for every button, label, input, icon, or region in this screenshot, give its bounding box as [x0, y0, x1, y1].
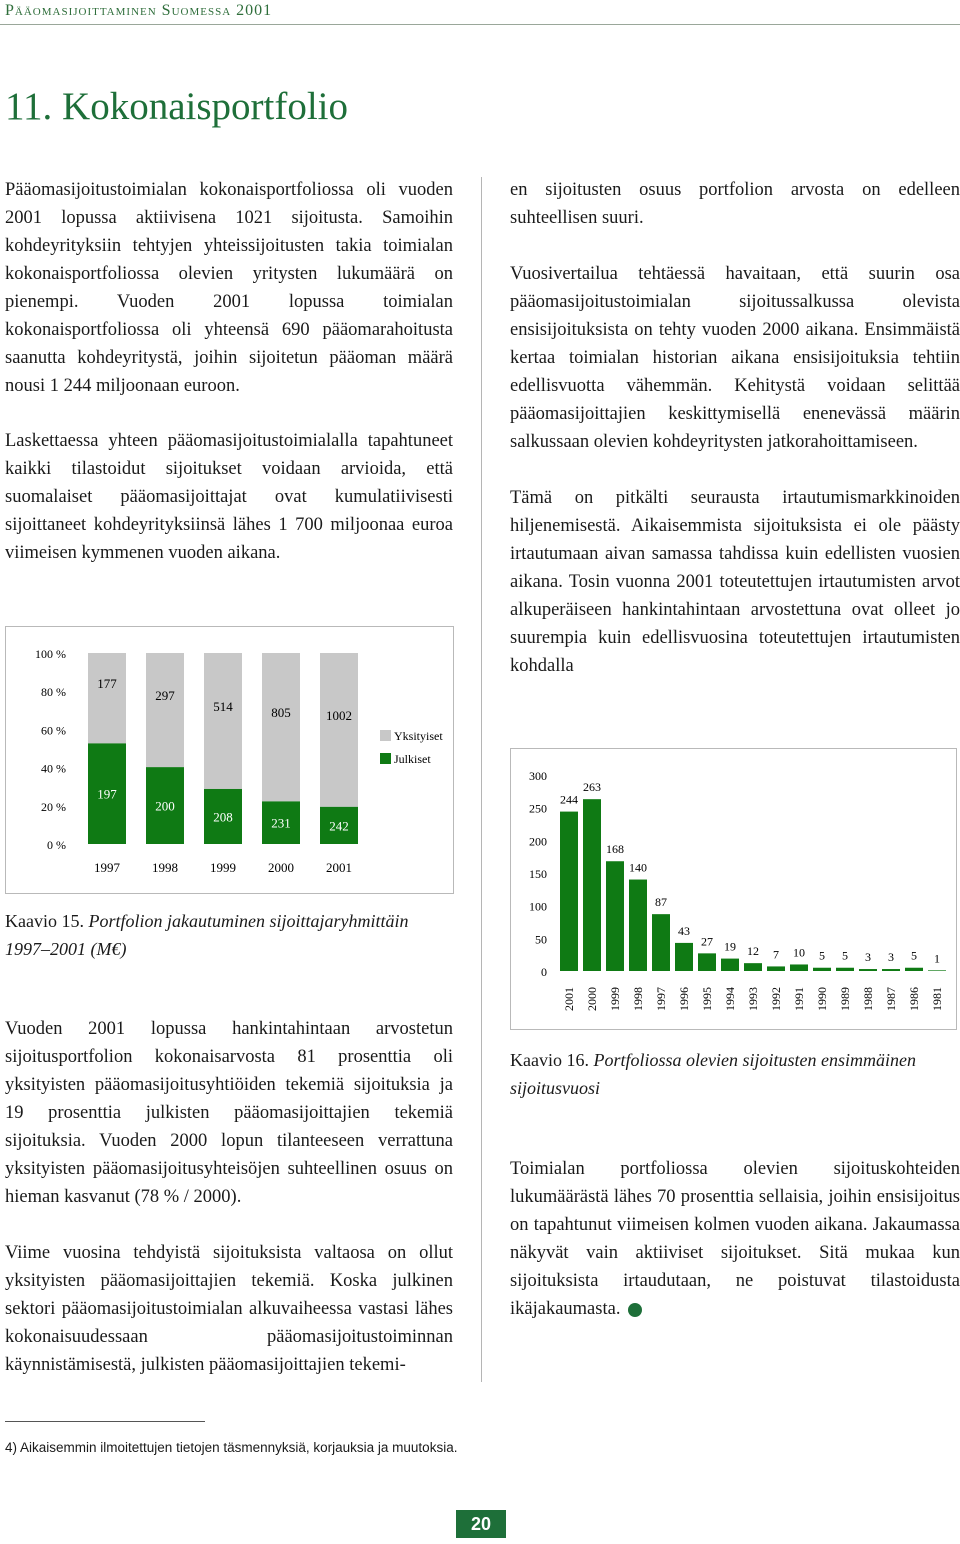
caption-15-text: Portfolion jakautuminen sijoittajaryhmittäin 1997–2001 (M€) [5, 911, 409, 959]
data-label: 1 [934, 951, 940, 966]
y-tick-label: 100 % [35, 647, 66, 661]
x-tick-label: 1987 [884, 987, 898, 1011]
bar-2001-yksityiset [320, 653, 358, 807]
x-tick-label: 1994 [723, 987, 737, 1011]
legend-label-yksityiset: Yksityiset [394, 729, 443, 743]
y-tick-label: 50 [535, 932, 547, 947]
data-label: 19 [724, 939, 736, 954]
chapter-title: 11. Kokonaisportfolio [5, 85, 349, 128]
chart-portfolio-by-investor-group [5, 626, 454, 894]
data-label: 5 [819, 948, 825, 963]
footnote-rule [5, 1421, 205, 1422]
bar-1987 [882, 969, 900, 971]
data-label: 7 [773, 947, 779, 962]
x-tick-label: 2000 [268, 860, 294, 875]
data-label: 12 [747, 944, 759, 959]
bar-1986 [905, 968, 923, 971]
legend-swatch-julkiset [380, 753, 391, 764]
left-paragraph-4: Viime vuosina tehdyistä sijoituksista valtaosa on ollut yksityisten pääomasijoittajien tekemiä. Koska julkinen sektori pääomasijoitustoimialan alkuvaiheessa vastasi lähes kokonaisuudessaan pääomasijoitustoiminnan käynnistämisestä, julkisten pääomasijoittajien tekemi- [5, 1243, 453, 1375]
bar-1996 [675, 943, 693, 971]
x-tick-label: 1981 [930, 987, 944, 1011]
data-label-julkiset: 200 [155, 798, 175, 814]
bar-1998-yksityiset [146, 653, 184, 767]
y-tick-label: 250 [529, 801, 547, 816]
x-tick-label: 1992 [769, 987, 783, 1011]
right-paragraph-3: Tämä on pitkälti seurausta irtautumismarkkinoiden hiljenemisestä. Aikaisemmista sijoituksista ei ole päästy irtautumaan aivan samassa tahdissa kuin edellisten vuosien aikana. Tosin vuonna 2001 toteutettujen irtautumisten arvot alkuperäiseen hankintahintaan arvostettuna ovat olleet jo suurempia kuin edellisvuosina toteutettujen irtautumisten kohdalla [510, 488, 960, 676]
column-divider [481, 177, 482, 1382]
data-label-julkiset: 197 [97, 786, 117, 802]
data-label-yksityiset: 1002 [326, 707, 352, 723]
x-tick-label: 1999 [608, 987, 622, 1011]
data-label: 5 [842, 948, 848, 963]
caption-15-number: Kaavio 15. [5, 911, 84, 931]
bar-2000 [583, 799, 601, 971]
x-tick-label: 1988 [861, 987, 875, 1011]
data-label: 263 [583, 780, 601, 795]
chart-1-svg [6, 627, 453, 893]
x-tick-label: 2000 [585, 987, 599, 1011]
data-label: 3 [865, 950, 871, 965]
bar-1997-yksityiset [88, 653, 126, 743]
y-tick-label: 40 % [41, 761, 66, 776]
y-tick-label: 150 [529, 867, 547, 881]
x-tick-label: 1998 [152, 860, 178, 875]
left-paragraph-3: Vuoden 2001 lopussa hankintahintaan arvostetun sijoitusportfolion kokonaisarvosta 81 prosenttia oli yksityisten pääomasijoitusyhtiöiden tekemiä sijoituksia ja 19 prosenttia julkisten pääomasijoittajien tekemiä sijoituksia. Vuoden 2000 lopun tilanteeseen verrattuna yksityisten pääomasijoitusyhteisöjen suhteellinen osuus on hieman kasvanut (78 % / 2000). [5, 1019, 453, 1207]
data-label: 168 [606, 842, 624, 857]
data-label-yksityiset: 805 [271, 705, 291, 721]
y-tick-label: 20 % [41, 799, 66, 814]
y-tick-label: 0 [541, 965, 547, 979]
bar-1989 [836, 968, 854, 971]
y-tick-label: 100 [529, 899, 547, 914]
x-tick-label: 1996 [677, 987, 691, 1011]
bar-1999-yksityiset [204, 653, 242, 789]
bar-1988 [859, 969, 877, 971]
chart-first-investment-year [510, 748, 957, 1030]
bar-1997 [652, 914, 670, 971]
data-label: 10 [793, 945, 805, 960]
bar-2000-yksityiset [262, 653, 300, 801]
data-label-julkiset: 242 [329, 818, 349, 834]
x-tick-label: 1993 [746, 987, 760, 1011]
legend-label-julkiset: Julkiset [394, 752, 431, 766]
chart-2-svg [511, 749, 956, 1029]
data-label-yksityiset: 514 [213, 698, 233, 714]
page-number: 20 [456, 1510, 506, 1538]
bar-1990 [813, 968, 831, 971]
data-label-yksityiset: 177 [97, 676, 117, 692]
data-label: 244 [560, 792, 578, 807]
data-label: 87 [655, 895, 667, 910]
header-rule [0, 24, 960, 25]
x-tick-label: 1997 [654, 987, 668, 1011]
caption-16-text: Portfoliossa olevien sijoitusten ensimmäinen sijoitusvuosi [510, 1050, 916, 1098]
data-label: 5 [911, 948, 917, 963]
right-paragraph-4-text: Toimialan portfoliossa olevien sijoituskohteiden lukumäärästä lähes 70 prosenttia sellaisia, joihin ensisijoitus on tapahtunut viimeisen kolmen vuoden aikana. Jakaumassa näkyvät vain aktiiviset sijoitukset. Sitä mukaa kun sijoituksista irtaudutaan, ne poistuvat tilastoidusta ikäjakaumasta. [510, 1159, 960, 1319]
bar-1999 [606, 861, 624, 971]
x-tick-label: 1989 [838, 987, 852, 1011]
y-tick-label: 200 [529, 834, 547, 849]
caption-chart-16 [510, 1046, 960, 1102]
left-paragraph-2: Laskettaessa yhteen pääomasijoitustoimialalla tapahtuneet kaikki tilastoidut sijoitukset voidaan arvioida, että suomalaiset pääomasijoittajat ovat kumulatiivisesti sijoittaneet kohdeyrityksiinsä lähes 1 700 miljoonaa euroa viimeisen kymmenen vuoden aikana. [5, 431, 453, 563]
data-label: 3 [888, 950, 894, 965]
running-title: Pääomasijoittaminen Suomessa 2001 [5, 2, 273, 19]
x-tick-label: 1990 [815, 987, 829, 1011]
x-tick-label: 2001 [326, 860, 352, 875]
data-label-julkiset: 231 [271, 815, 291, 831]
bar-1981 [928, 970, 946, 971]
x-tick-label: 1995 [700, 987, 714, 1011]
x-tick-label: 1991 [792, 987, 806, 1011]
x-tick-label: 2001 [562, 987, 576, 1011]
right-paragraph-2: Vuosivertailua tehtäessä havaitaan, että suurin osa pääomasijoitustoimialan sijoitussalkussa olevista ensisijoituksista on tehty vuoden 2000 aikana. Ensimmäistä kertaa toimialan historian aikana ensisijoituksia tehtiin edellisvuotta vähemmän. Kehitystä voidaan selittää pääomasijoittajien keskittymisellä enenevässä määrin salkussaan olevien kohdeyritysten jatkorahoittamiseen. [510, 264, 960, 452]
bar-1995 [698, 953, 716, 971]
y-tick-label: 80 % [41, 685, 66, 700]
data-label-julkiset: 208 [213, 809, 233, 825]
bar-1994 [721, 959, 739, 971]
bar-1993 [744, 963, 762, 971]
y-tick-label: 300 [529, 769, 547, 783]
data-label-yksityiset: 297 [155, 688, 175, 704]
data-label: 140 [629, 860, 647, 875]
legend-swatch-yksityiset [380, 730, 391, 741]
caption-chart-15 [5, 907, 453, 963]
y-tick-label: 60 % [41, 723, 66, 738]
x-tick-label: 1997 [94, 860, 120, 875]
right-paragraph-4 [510, 1155, 960, 1323]
bar-1992 [767, 966, 785, 971]
footnote: 4) Aikaisemmin ilmoitettujen tietojen täsmennyksiä, korjauksia ja muutoksia. [5, 1440, 458, 1455]
y-tick-label: 0 % [47, 838, 66, 852]
x-tick-label: 1986 [907, 987, 921, 1011]
x-tick-label: 1999 [210, 860, 236, 875]
bar-1998 [629, 880, 647, 971]
caption-16-number: Kaavio 16. [510, 1050, 589, 1070]
data-label: 27 [701, 934, 713, 949]
end-of-section-bullet-icon [628, 1303, 642, 1317]
x-tick-label: 1998 [631, 987, 645, 1011]
bar-1991 [790, 964, 808, 971]
left-paragraph-1: Pääomasijoitustoimialan kokonaisportfoliossa oli vuoden 2001 lopussa aktiivisena 1021 sijoitusta. Samoihin kohdeyrityksiin tehtyjen yhteissijoitusten takia toimialan kokonaisportfoliossa olevien yritysten lukumäärä on pienempi. Vuoden 2001 lopussa toimialan kokonaisportfoliossa oli yhteensä 690 pääomarahoitusta saanutta kohdeyritystä, joihin sijoitetun pääoman määrä nousi 1 244 miljoonaan euroon. [5, 180, 453, 396]
data-label: 43 [678, 923, 690, 938]
bar-2001 [560, 812, 578, 971]
right-paragraph-1: en sijoitusten osuus portfolion arvosta on edelleen suhteellisen suuri. [510, 180, 960, 228]
